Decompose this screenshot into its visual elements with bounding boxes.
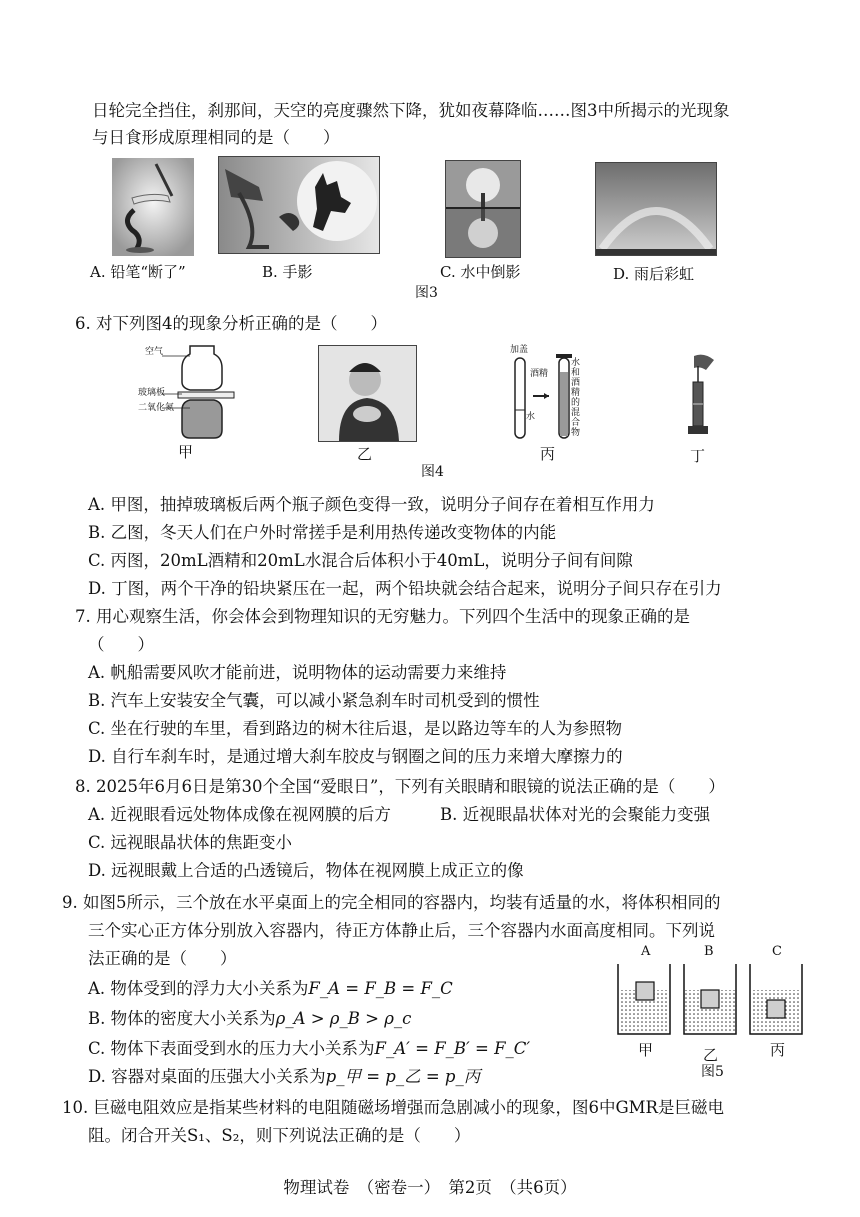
- q9-option-d-expr: p_甲 = p_乙 = p_丙: [325, 1067, 481, 1086]
- figure-4-caption: 图4: [421, 464, 444, 480]
- q6-option-a: A. 甲图，抽掉玻璃板后两个瓶子颜色变得一致，说明分子间存在着相互作用力: [88, 495, 655, 514]
- q7-stem: 7. 用心观察生活，你会体会到物理知识的无穷魅力。下列四个生活中的现象正确的是: [75, 607, 690, 626]
- rainbow-image: [595, 162, 717, 256]
- mixture-label: 水和酒精的混合物: [571, 358, 581, 438]
- q9-option-c-expr: F_A′ = F_B′ = F_C′: [374, 1039, 531, 1058]
- fig5-label-c: C: [772, 944, 782, 959]
- fig5-name-jia: 甲: [638, 1041, 654, 1059]
- q5-text-line1: 日轮完全挡住，刹那间，天空的亮度骤然下降，犹如夜幕降临……图3中所揭示的光现象: [92, 101, 730, 120]
- fig5-name-bing: 丙: [770, 1041, 786, 1059]
- q6-stem: 6. 对下列图4的现象分析正确的是（ ）: [75, 314, 387, 333]
- fig-name-ding: 丁: [690, 447, 706, 465]
- air-label: 空气: [145, 347, 164, 357]
- hand-shadow-image: [218, 156, 380, 254]
- q6-option-b: B. 乙图，冬天人们在户外时常搓手是利用热传递改变物体的内能: [88, 523, 557, 542]
- option-d-label: D. 雨后彩虹: [613, 265, 695, 283]
- fig5-label-a: A: [641, 944, 651, 959]
- q8-option-b: B. 近视眼晶状体对光的会聚能力变强: [440, 805, 711, 824]
- q8-option-d: D. 远视眼戴上合适的凸透镜后，物体在视网膜上成正立的像: [88, 861, 524, 880]
- add-cap-label: 加盖: [510, 345, 529, 355]
- nitrogen-dioxide-label: 二氧化氮: [138, 403, 175, 413]
- glass-plate-label: 玻璃板: [138, 388, 166, 398]
- q6-option-c: C. 丙图，20mL酒精和20mL水混合后体积小于40mL，说明分子间有间隙: [88, 551, 633, 570]
- q9-option-a: A. 物体受到的浮力大小关系为F_A = F_B = F_C: [88, 979, 453, 998]
- q6-option-d: D. 丁图，两个干净的铅块紧压在一起，两个铅块就会结合起来，说明分子间只存在引力: [88, 579, 722, 598]
- q9-option-c: C. 物体下表面受到水的压力大小关系为F_A′ = F_B′ = F_C′: [88, 1039, 531, 1058]
- q9-line3: 法正确的是（ ）: [88, 949, 237, 968]
- q9-option-b-expr: ρ_A > ρ_B > ρ_c: [275, 1009, 412, 1028]
- fig-name-bing: 丙: [540, 445, 556, 463]
- q9-line1: 9. 如图5所示，三个放在水平桌面上的完全相同的容器内，均装有适量的水，将体积相同的: [62, 893, 721, 912]
- water-reflection-image: [445, 160, 521, 258]
- q9-option-a-expr: F_A = F_B = F_C: [308, 979, 453, 998]
- figure-3-caption: 图3: [415, 285, 438, 301]
- q9-option-b: B. 物体的密度大小关系为ρ_A > ρ_B > ρ_c: [88, 1009, 412, 1028]
- option-c-label: C. 水中倒影: [440, 263, 521, 281]
- alcohol-label: 酒精: [530, 369, 549, 379]
- fig5-name-yi: 乙: [703, 1046, 719, 1064]
- fig-name-yi: 乙: [357, 445, 373, 463]
- q7-option-d: D. 自行车刹车时，是通过增大刹车胶皮与钢圈之间的压力来增大摩擦力的: [88, 747, 623, 766]
- option-b-label: B. 手影: [262, 263, 313, 281]
- rubbing-hands-image: [318, 345, 417, 442]
- figure-5-caption: 图5: [701, 1064, 724, 1080]
- figure-5-containers: [612, 960, 812, 1040]
- pencil-in-water-image: [112, 158, 194, 256]
- q8-stem: 8. 2025年6月6日是第30个全国“爱眼日”，下列有关眼睛和眼镜的说法正确的是（ ）: [75, 777, 725, 796]
- fig-name-jia: 甲: [178, 443, 194, 461]
- page-footer: 物理试卷 （密卷一） 第2页 （共6页）: [283, 1178, 577, 1197]
- q10-line2: 阻。闭合开关S₁、S₂，则下列说法正确的是（ ）: [88, 1126, 471, 1145]
- option-a-label: A. 铅笔“断了”: [90, 263, 186, 281]
- q10-line1: 10. 巨磁电阻效应是指某些材料的电阻随磁场增强而急剧减小的现象，图6中GMR是巨磁电: [62, 1098, 724, 1117]
- q9-option-d: D. 容器对桌面的压强大小关系为p_甲 = p_乙 = p_丙: [88, 1067, 481, 1086]
- water-label: 水: [526, 412, 536, 422]
- q7-option-b: B. 汽车上安装安全气囊，可以减小紧急刹车时司机受到的惯性: [88, 691, 540, 710]
- q7-paren: （ ）: [88, 635, 154, 654]
- fig5-label-b: B: [704, 944, 714, 959]
- q9-line2: 三个实心正方体分别放入容器内，待正方体静止后，三个容器内水面高度相同。下列说: [88, 921, 715, 940]
- q7-option-a: A. 帆船需要风吹才能前进，说明物体的运动需要力来维持: [88, 663, 507, 682]
- q8-option-c: C. 远视眼晶状体的焦距变小: [88, 833, 293, 852]
- lead-blocks-figure: [672, 352, 722, 442]
- q8-option-a: A. 近视眼看远处物体成像在视网膜的后方: [88, 805, 391, 824]
- q7-option-c: C. 坐在行驶的车里，看到路边的树木往后退，是以路边等车的人为参照物: [88, 719, 623, 738]
- q5-text-line2: 与日食形成原理相同的是（ ）: [92, 128, 340, 147]
